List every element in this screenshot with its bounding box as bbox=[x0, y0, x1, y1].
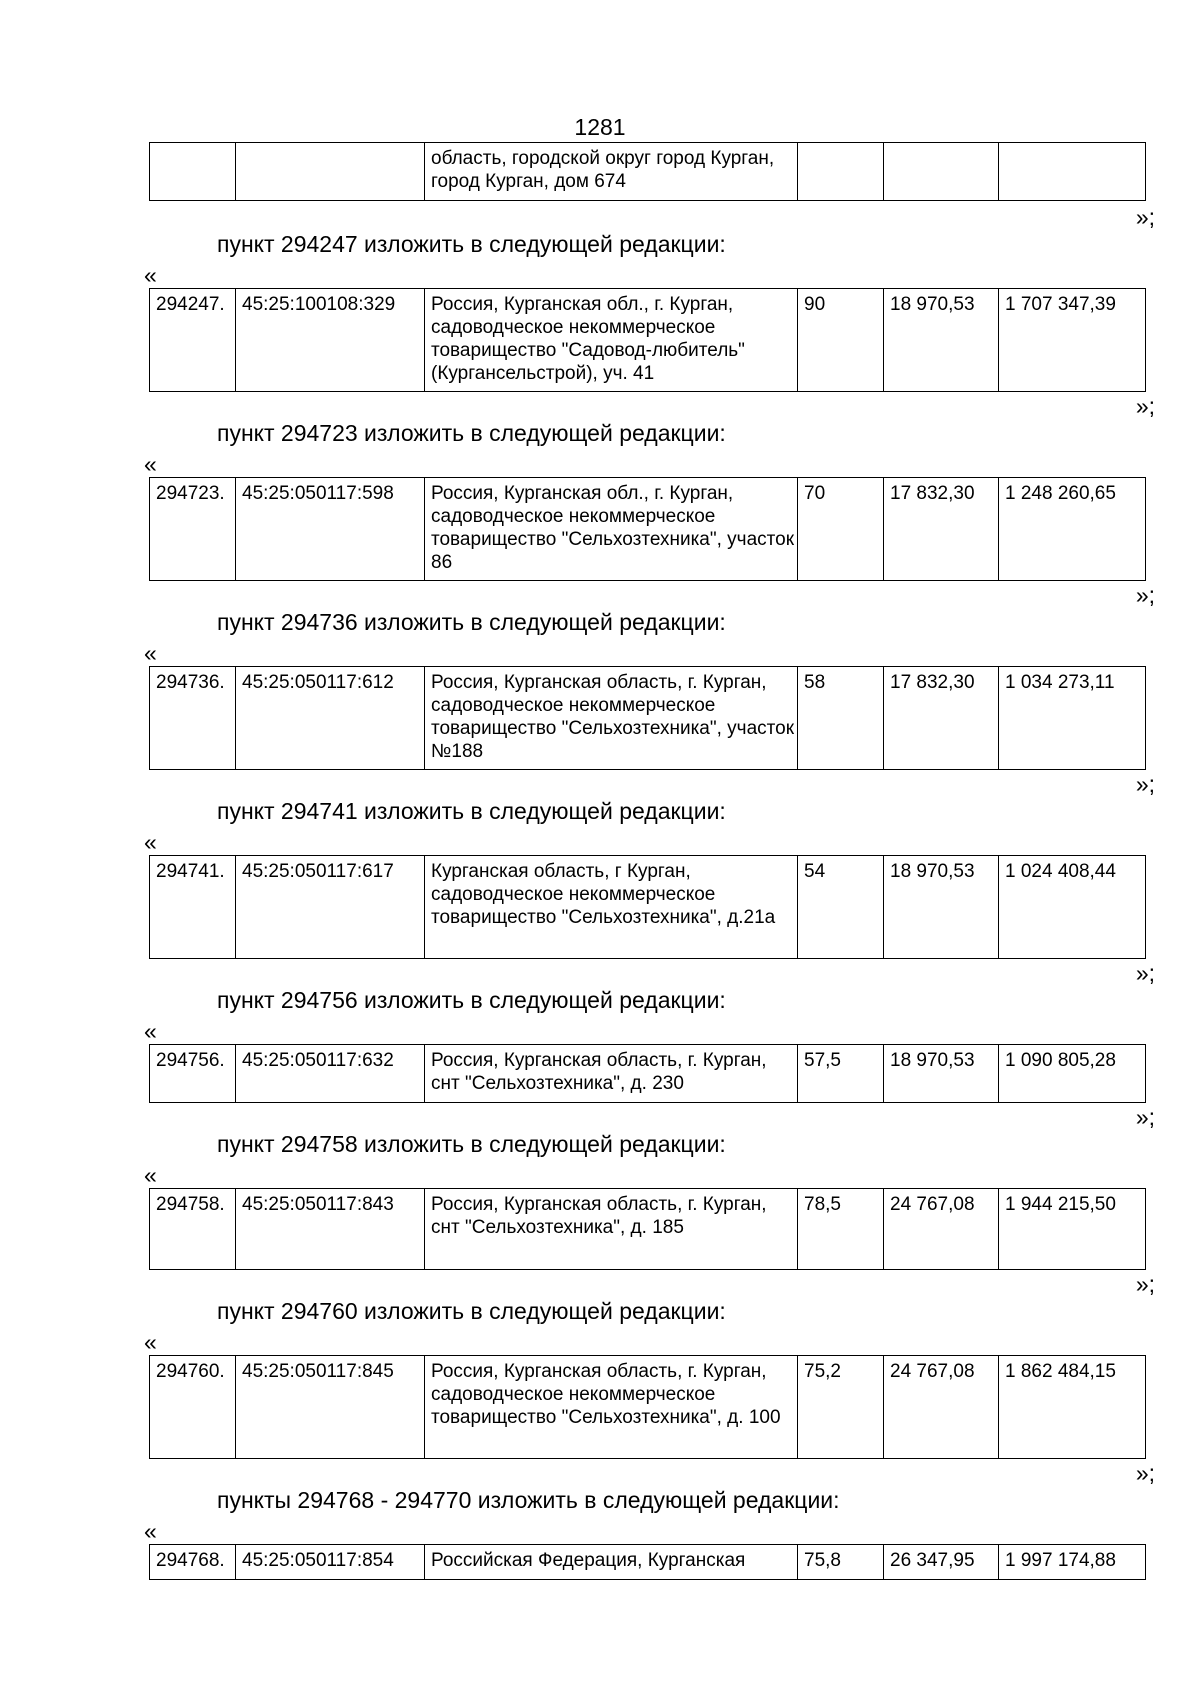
cadastral-cell: 45:25:050117:854 bbox=[236, 1545, 425, 1580]
price-cell: 24 767,08 bbox=[884, 1189, 999, 1270]
cadastral-cell: 45:25:050117:617 bbox=[236, 856, 425, 959]
opening-quote: « bbox=[144, 451, 157, 477]
total-cell bbox=[999, 143, 1146, 201]
area-cell: 57,5 bbox=[798, 1045, 884, 1103]
cadastral-cell: 45:25:050117:612 bbox=[236, 667, 425, 770]
price-cell: 18 970,53 bbox=[884, 856, 999, 959]
closing-quote: »; bbox=[1135, 204, 1155, 230]
cadastral-cell bbox=[236, 143, 425, 201]
price-cell: 18 970,53 bbox=[884, 289, 999, 392]
number-cell: 294756. bbox=[150, 1045, 236, 1103]
total-cell: 1 248 260,65 bbox=[999, 478, 1146, 581]
price-cell: 26 347,95 bbox=[884, 1545, 999, 1580]
area-cell: 54 bbox=[798, 856, 884, 959]
number-cell: 294723. bbox=[150, 478, 236, 581]
address-cell: область, городской округ город Курган, город Курган, дом 674 bbox=[425, 143, 798, 201]
number-cell: 294736. bbox=[150, 667, 236, 770]
area-cell: 78,5 bbox=[798, 1189, 884, 1270]
opening-quote: « bbox=[144, 262, 157, 288]
table-row bbox=[149, 1188, 1146, 1270]
number-cell: 294247. bbox=[150, 289, 236, 392]
closing-quote: »; bbox=[1135, 1104, 1155, 1130]
amendment-heading: пункт 294756 изложить в следующей редакции: bbox=[217, 987, 726, 1013]
cadastral-cell: 45:25:100108:329 bbox=[236, 289, 425, 392]
page-number: 1281 bbox=[574, 114, 626, 140]
opening-quote: « bbox=[144, 1162, 157, 1188]
amendment-heading: пункт 294758 изложить в следующей редакции: bbox=[217, 1131, 726, 1157]
amendment-heading: пункт 294723 изложить в следующей редакции: bbox=[217, 420, 726, 446]
cadastral-cell: 45:25:050117:843 bbox=[236, 1189, 425, 1270]
address-cell: Россия, Курганская обл., г. Курган, садоводческое некоммерческое товарищество "Садовод-любитель" (Кургансельстрой), уч. 41 bbox=[425, 289, 798, 392]
total-cell: 1 862 484,15 bbox=[999, 1356, 1146, 1459]
total-cell: 1 997 174,88 bbox=[999, 1545, 1146, 1580]
price-cell bbox=[884, 143, 999, 201]
address-cell: Россия, Курганская область, г. Курган, садоводческое некоммерческое товарищество "Сельхозтехника", д. 100 bbox=[425, 1356, 798, 1459]
table-row bbox=[149, 1044, 1146, 1103]
price-cell: 24 767,08 bbox=[884, 1356, 999, 1459]
total-cell: 1 024 408,44 bbox=[999, 856, 1146, 959]
number-cell: 294741. bbox=[150, 856, 236, 959]
price-cell: 17 832,30 bbox=[884, 478, 999, 581]
area-cell: 70 bbox=[798, 478, 884, 581]
amendment-heading: пункт 294741 изложить в следующей редакции: bbox=[217, 798, 726, 824]
amendment-heading: пункт 294247 изложить в следующей редакции: bbox=[217, 231, 726, 257]
opening-quote: « bbox=[144, 1018, 157, 1044]
area-cell: 90 bbox=[798, 289, 884, 392]
price-cell: 18 970,53 bbox=[884, 1045, 999, 1103]
cadastral-cell: 45:25:050117:598 bbox=[236, 478, 425, 581]
closing-quote: »; bbox=[1135, 1271, 1155, 1297]
total-cell: 1 944 215,50 bbox=[999, 1189, 1146, 1270]
address-cell: Россия, Курганская область, г. Курган, снт "Сельхозтехника", д. 230 bbox=[425, 1045, 798, 1103]
area-cell: 75,8 bbox=[798, 1545, 884, 1580]
closing-quote: »; bbox=[1135, 771, 1155, 797]
opening-quote: « bbox=[144, 1329, 157, 1355]
area-cell: 75,2 bbox=[798, 1356, 884, 1459]
address-cell: Россия, Курганская область, г. Курган, садоводческое некоммерческое товарищество "Сельхозтехника", участок №188 bbox=[425, 667, 798, 770]
address-cell: Россия, Курганская обл., г. Курган, садоводческое некоммерческое товарищество "Сельхозтехника", участок 86 bbox=[425, 478, 798, 581]
address-cell: Российская Федерация, Курганская bbox=[425, 1545, 798, 1580]
address-cell: Курганская область, г Курган, садоводческое некоммерческое товарищество "Сельхозтехника", д.21а bbox=[425, 856, 798, 959]
closing-quote: »; bbox=[1135, 582, 1155, 608]
amendment-heading: пункт 294760 изложить в следующей редакции: bbox=[217, 1298, 726, 1324]
area-cell bbox=[798, 143, 884, 201]
table-row bbox=[149, 477, 1146, 581]
table-row bbox=[149, 1355, 1146, 1459]
closing-quote: »; bbox=[1135, 393, 1155, 419]
table-row-continuation bbox=[149, 142, 1146, 201]
total-cell: 1 034 273,11 bbox=[999, 667, 1146, 770]
opening-quote: « bbox=[144, 1518, 157, 1544]
table-row bbox=[149, 288, 1146, 392]
number-cell: 294768. bbox=[150, 1545, 236, 1580]
closing-quote: »; bbox=[1135, 1460, 1155, 1486]
number-cell: 294758. bbox=[150, 1189, 236, 1270]
table-row bbox=[149, 666, 1146, 770]
number-cell: 294760. bbox=[150, 1356, 236, 1459]
cadastral-cell: 45:25:050117:845 bbox=[236, 1356, 425, 1459]
total-cell: 1 707 347,39 bbox=[999, 289, 1146, 392]
total-cell: 1 090 805,28 bbox=[999, 1045, 1146, 1103]
number-cell bbox=[150, 143, 236, 201]
opening-quote: « bbox=[144, 640, 157, 666]
amendment-heading: пункты 294768 - 294770 изложить в следующей редакции: bbox=[217, 1487, 840, 1513]
table-row bbox=[149, 855, 1146, 959]
amendment-heading: пункт 294736 изложить в следующей редакции: bbox=[217, 609, 726, 635]
price-cell: 17 832,30 bbox=[884, 667, 999, 770]
address-cell: Россия, Курганская область, г. Курган, снт "Сельхозтехника", д. 185 bbox=[425, 1189, 798, 1270]
cadastral-cell: 45:25:050117:632 bbox=[236, 1045, 425, 1103]
table-row bbox=[149, 1544, 1146, 1580]
closing-quote: »; bbox=[1135, 960, 1155, 986]
opening-quote: « bbox=[144, 829, 157, 855]
area-cell: 58 bbox=[798, 667, 884, 770]
